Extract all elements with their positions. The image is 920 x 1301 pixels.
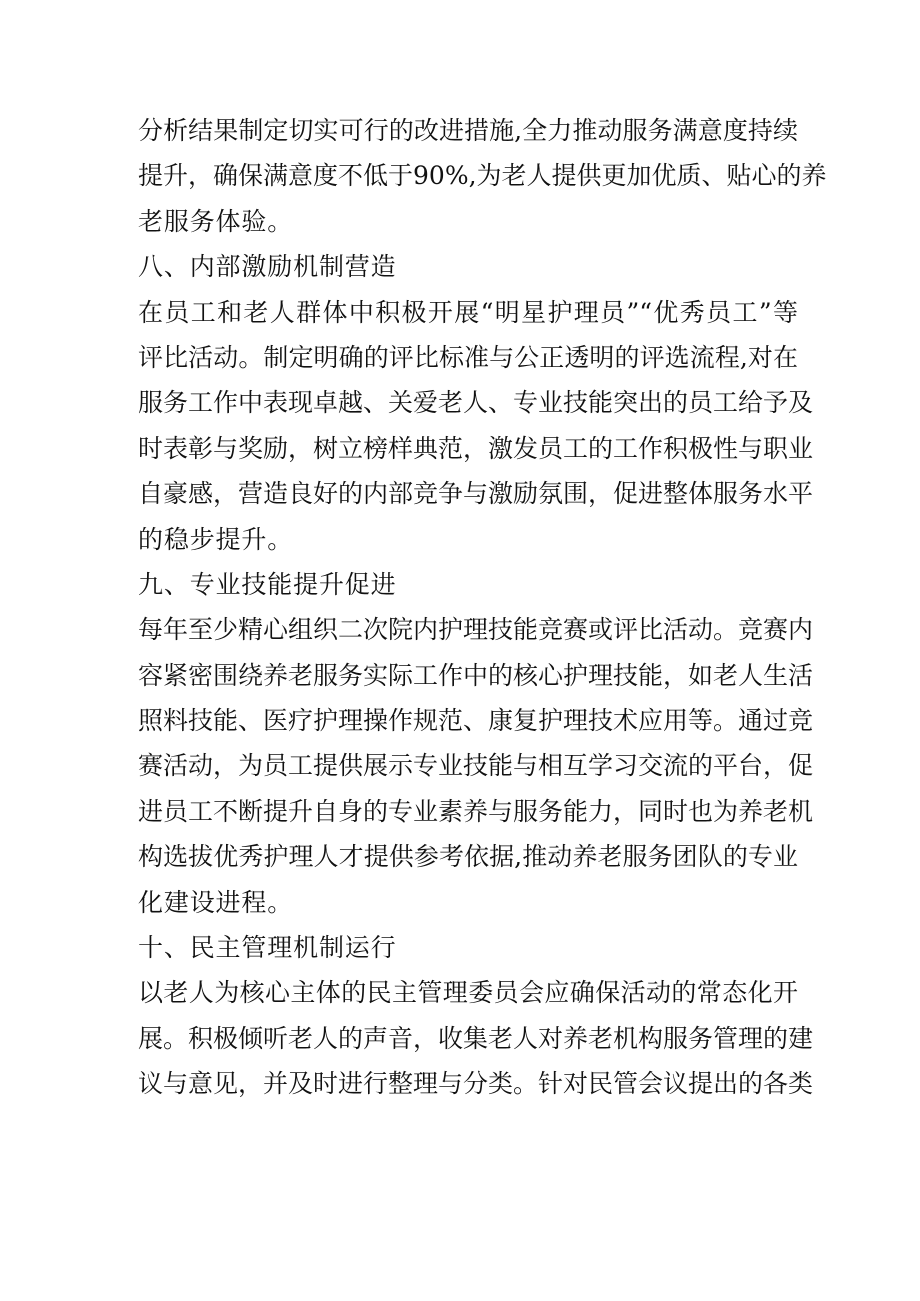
text-line: 赛活动，为员工提供展示专业技能与相互学习交流的平台，促 [138, 751, 814, 781]
text-line: 自豪感，营造良好的内部竞争与激励氛围，促进整体服务水平 [138, 479, 814, 509]
text-line: 构选拔优秀护理人才提供参考依据,推动养老服务团队的专业 [138, 842, 798, 872]
text-line: 进员工不断提升自身的专业素养与服务能力，同时也为养老机 [138, 796, 814, 826]
paragraph-democratic [138, 970, 814, 1106]
document-page [138, 108, 827, 1107]
text-line: 时表彰与奖励，树立榜样典范，激发员工的工作积极性与职业 [138, 433, 814, 463]
heading-section-9 [138, 562, 798, 607]
text-line: 服务工作中表现卓越、关爱老人、专业技能突出的员工给予及 [138, 388, 814, 418]
text-line: 老服务体验。 [138, 206, 294, 236]
paragraph-skills [138, 607, 814, 925]
text-line: 以老人为核心主体的民主管理委员会应确保活动的常态化开 [138, 978, 798, 1008]
text-line: 议与意见，并及时进行整理与分类。针对民管会议提出的各类 [138, 1069, 814, 1099]
section-heading: 八、内部激励机制营造 [138, 252, 397, 282]
heading-section-8 [138, 244, 798, 289]
paragraph-incentive [138, 290, 814, 562]
text-line: 每年至少精心组织二次院内护理技能竞赛或评比活动。竞赛内 [138, 615, 814, 645]
text-line: 分析结果制定切实可行的改进措施,全力推动服务满意度持续 [138, 116, 798, 145]
text-line: 化建设进程。 [138, 887, 294, 917]
text-line: 在员工和老人群体中积极开展“明星护理员”“优秀员工”等 [138, 297, 798, 327]
text-line: 容紧密围绕养老服务实际工作中的核心护理技能，如老人生活 [138, 660, 814, 690]
text-line: 的稳步提升。 [138, 524, 294, 554]
text-line: 照料技能、医疗护理操作规范、康复护理技术应用等。通过竞 [138, 706, 814, 736]
section-heading: 十、民主管理机制运行 [138, 933, 397, 963]
text-line: 评比活动。制定明确的评比标准与公正透明的评选流程,对在 [138, 342, 798, 372]
text-line: 展。积极倾听老人的声音，收集老人对养老机构服务管理的建 [138, 1023, 814, 1053]
paragraph-satisfaction [138, 108, 827, 244]
text-line: 提升，确保满意度不低于90%,为老人提供更加优质、贴心的养 [138, 161, 827, 191]
section-heading: 九、专业技能提升促进 [138, 569, 397, 599]
heading-section-10 [138, 925, 798, 970]
